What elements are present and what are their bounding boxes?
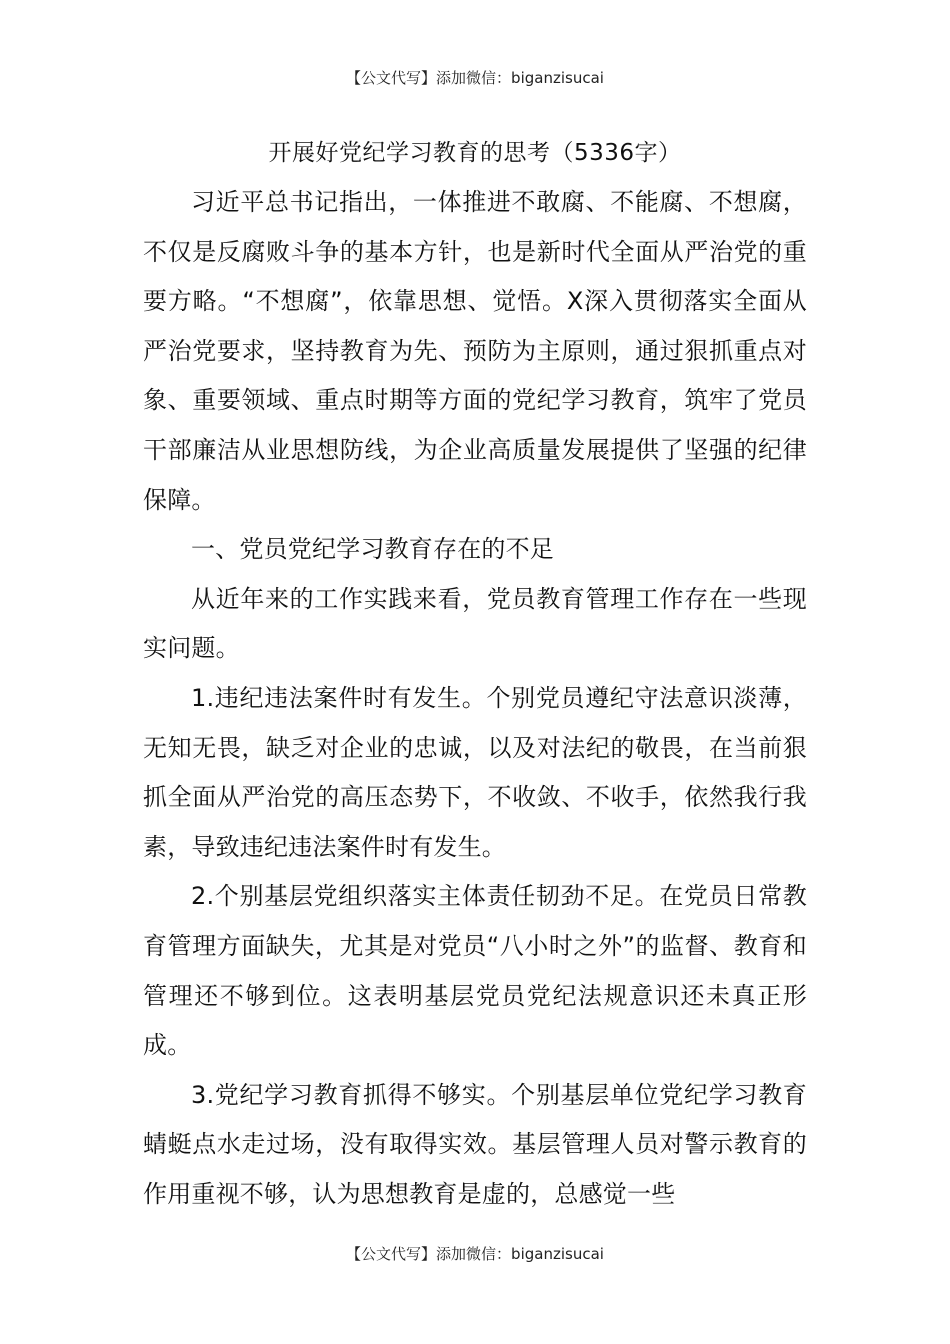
section-heading: 一、党员党纪学习教育存在的不足 xyxy=(191,535,554,564)
document-title: 开展好党纪学习教育的思考（5336字） xyxy=(268,140,682,166)
paragraph-point-1: 1.违纪违法案件时有发生。个别党员遵纪守法意识淡薄，无知无畏，缺乏对企业的忠诚，以及对法纪的敬畏，在当前狠抓全面从严治党的高压态势下，不收敛、不收手，依然我行我素，导致违纪违法案件时有发生。 xyxy=(143,683,807,861)
paragraph-point-3: 3.党纪学习教育抓得不够实。个别基层单位党纪学习教育蜻蜓点水走过场，没有取得实效。基层管理人员对警示教育的作用重视不够，认为思想教育是虚的，总感觉一些 xyxy=(143,1080,807,1208)
document-body xyxy=(143,178,807,1219)
paragraph-intro: 习近平总书记指出，一体推进不敢腐、不能腐、不想腐，不仅是反腐败斗争的基本方针，也是新时代全面从严治党的重要方略。“不想腐”，依靠思想、觉悟。X深入贯彻落实全面从严治党要求，坚持教育为先、预防为主原则，通过狠抓重点对象、重要领域、重点时期等方面的党纪学习教育，筑牢了党员干部廉洁从业思想防线，为企业高质量发展提供了坚强的纪律保障。 xyxy=(143,188,807,514)
paragraph: 从近年来的工作实践来看，党员教育管理工作存在一些现实问题。 xyxy=(143,584,807,663)
page-footer: 【公文代写】添加微信：biganzisucai xyxy=(346,1245,604,1263)
page-header: 【公文代写】添加微信：biganzisucai xyxy=(346,69,604,87)
paragraph-point-2: 2.个别基层党组织落实主体责任韧劲不足。在党员日常教育管理方面缺失，尤其是对党员“八小时之外”的监督、教育和管理还不够到位。这表明基层党员党纪法规意识还未真正形成。 xyxy=(143,882,807,1060)
